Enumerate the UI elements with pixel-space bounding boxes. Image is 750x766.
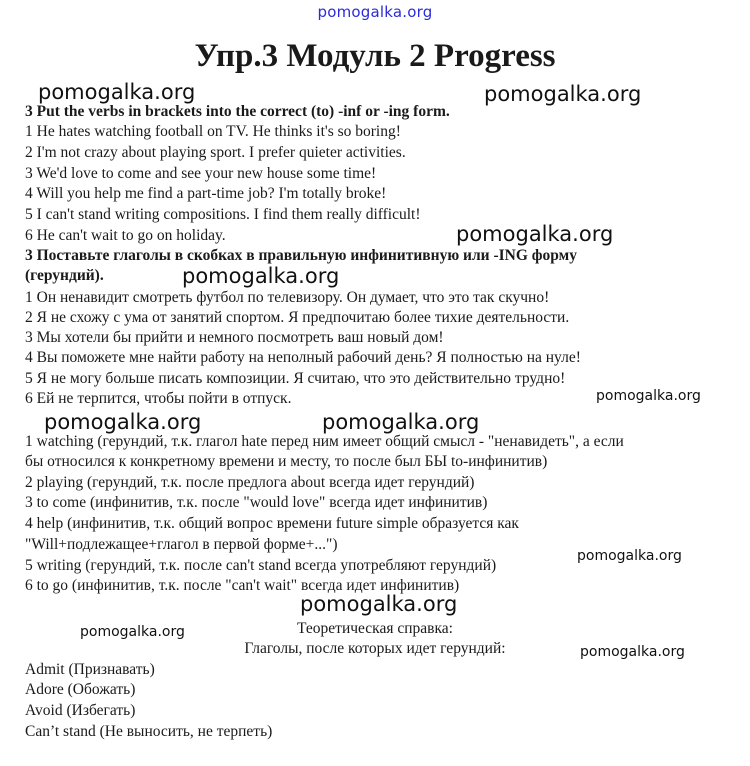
reference-subtitle: Глаголы, после которых идет герундий: bbox=[244, 640, 506, 657]
task-ru-heading: 3 Поставьте глаголы в скобках в правильную инфинитивную или -ING форму bbox=[25, 247, 577, 264]
watermark: pomogalka.org bbox=[577, 548, 682, 564]
task-ru-line: 6 Ей не терпится, чтобы пойти в отпуск. bbox=[25, 390, 292, 407]
watermark: pomogalka.org bbox=[38, 80, 196, 104]
answer-line: "Will+подлежащее+глагол в первой форме+...") bbox=[25, 536, 338, 553]
task-en-line: 4 Will you help me find a part-time job? I'm totally broke! bbox=[25, 185, 387, 202]
reference-verb: Can’t stand (Не выносить, не терпеть) bbox=[25, 723, 273, 740]
answer-line: 6 to go (инфинитив, т.к. после "can't wait" всегда идет инфинитив) bbox=[25, 577, 460, 594]
answer-line: 2 playing (герундий, т.к. после предлога about всегда идет герундий) bbox=[25, 474, 475, 491]
watermark: pomogalka.org bbox=[80, 624, 185, 640]
task-ru-line: 2 Я не схожу с ума от занятий спортом. Я предпочитаю более тихие деятельности. bbox=[25, 309, 570, 326]
task-en-line: 3 We'd love to come and see your new house some time! bbox=[25, 165, 377, 182]
watermark: pomogalka.org bbox=[322, 410, 480, 434]
watermark: pomogalka.org bbox=[456, 222, 614, 246]
answer-line: 4 help (инфинитив, т.к. общий вопрос времени future simple образуется как bbox=[25, 515, 519, 532]
watermark: pomogalka.org bbox=[484, 82, 642, 106]
watermark-top: pomogalka.org bbox=[317, 3, 433, 21]
watermark: pomogalka.org bbox=[300, 592, 458, 616]
task-en-line: 1 He hates watching football on TV. He thinks it's so boring! bbox=[25, 123, 401, 140]
answer-line: бы относился к конкретному времени и месту, то после был БЫ to-инфинитив) bbox=[25, 453, 548, 470]
task-ru-line: 1 Он ненавидит смотреть футбол по телевизору. Он думает, что это так скучно! bbox=[25, 289, 550, 306]
task-ru-line: 5 Я не могу больше писать композиции. Я считаю, что это действительно трудно! bbox=[25, 370, 566, 387]
task-en-line: 2 I'm not crazy about playing sport. I prefer quieter activities. bbox=[25, 144, 406, 161]
answer-line: 5 writing (герундий, т.к. после can't stand всегда употребляют герундий) bbox=[25, 557, 497, 574]
watermark: pomogalka.org bbox=[580, 644, 685, 660]
watermark: pomogalka.org bbox=[596, 388, 701, 404]
reference-verb: Avoid (Избегать) bbox=[25, 702, 136, 719]
task-ru-line: 4 Вы поможете мне найти работу на неполный рабочий день? Я полностью на нуле! bbox=[25, 349, 581, 366]
reference-verb: Adore (Обожать) bbox=[25, 681, 136, 698]
page-title: Упр.3 Модуль 2 Progress bbox=[194, 38, 556, 74]
watermark: pomogalka.org bbox=[182, 264, 340, 288]
task-en-heading: 3 Put the verbs in brackets into the correct (to) -inf or -ing form. bbox=[25, 103, 450, 120]
reference-title: Теоретическая справка: bbox=[297, 620, 453, 637]
task-en-line: 6 He can't wait to go on holiday. bbox=[25, 227, 226, 244]
answer-line: 3 to come (инфинитив, т.к. после "would love" всегда идет инфинитив) bbox=[25, 494, 488, 511]
task-ru-line: 3 Мы хотели бы прийти и немного посмотреть ваш новый дом! bbox=[25, 329, 444, 346]
answer-line: 1 watching (герундий, т.к. глагол hate перед ним имеет общий смысл - "ненавидеть", а если bbox=[25, 433, 624, 450]
task-en-line: 5 I can't stand writing compositions. I find them really difficult! bbox=[25, 206, 421, 223]
watermark: pomogalka.org bbox=[44, 410, 202, 434]
reference-verb: Admit (Признавать) bbox=[25, 661, 155, 678]
task-ru-heading-cont: (герундий). bbox=[25, 267, 104, 284]
